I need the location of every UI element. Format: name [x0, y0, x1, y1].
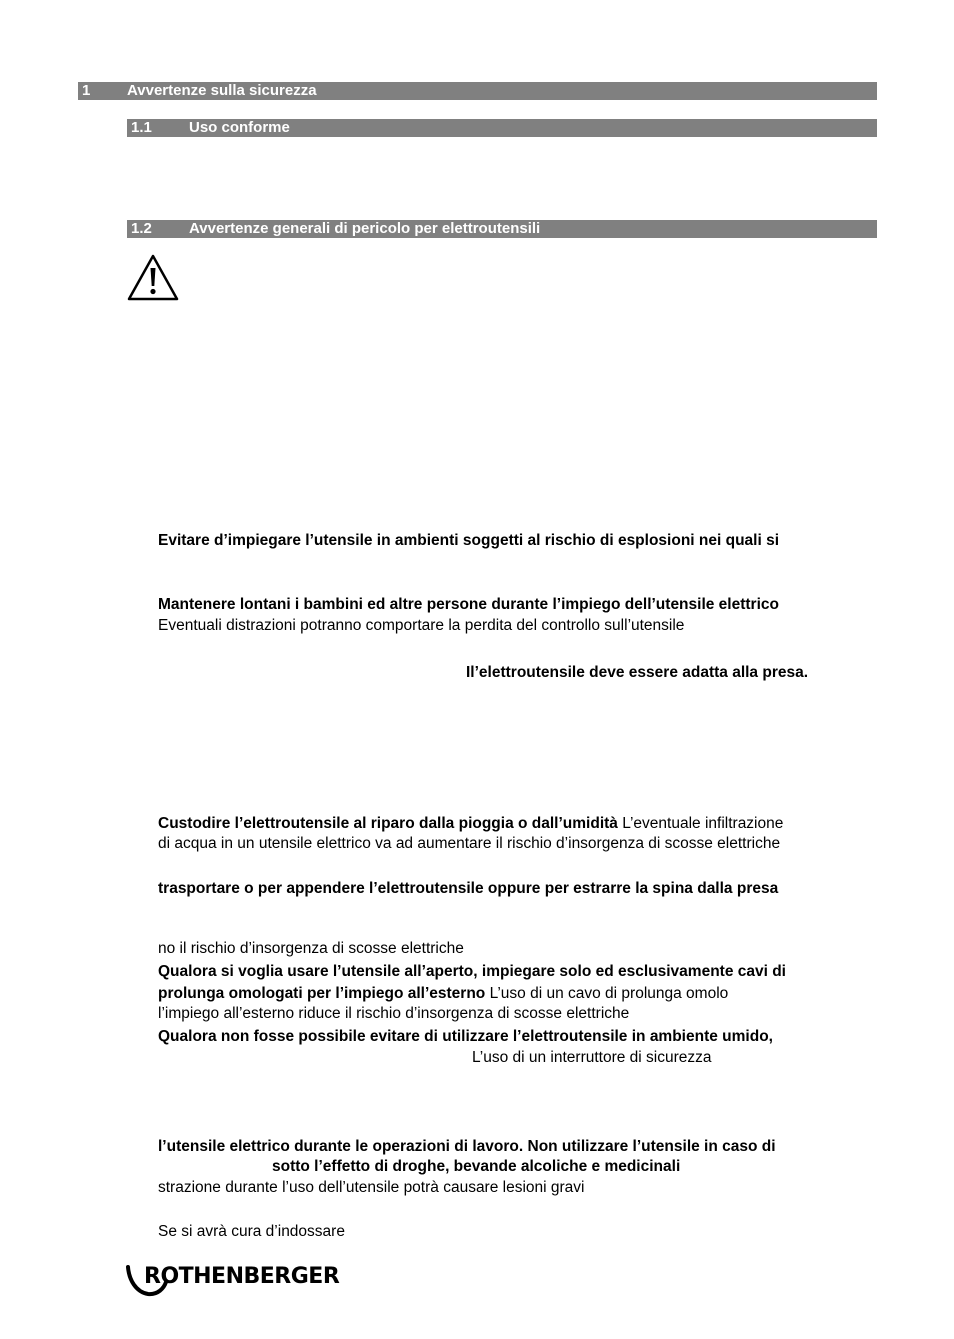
section-title: Avvertenze sulla sicurezza: [127, 82, 317, 99]
text-bold: Custodire l’elettroutensile al riparo dalla pioggia o dall’umidità: [158, 815, 618, 832]
text-line: Qualora non fosse possibile evitare di utilizzare l’elettroutensile in ambiente umido,: [158, 1028, 773, 1045]
text-line: trasportare o per appendere l’elettroutensile oppure per estrarre la spina dalla presa: [158, 880, 779, 897]
warning-triangle-icon: [126, 252, 180, 302]
text-line: strazione durante l’uso dell’utensile potrà causare lesioni gravi: [158, 1179, 585, 1196]
text-regular: L’eventuale infiltrazione: [617, 815, 784, 832]
section-heading-1-2: [127, 220, 877, 238]
section-heading-1-1: [127, 119, 877, 137]
text-line: [158, 984, 728, 1004]
text-line: l’impiego all’esterno riduce il rischio d’insorgenza di scosse elettriche: [158, 1005, 630, 1022]
text-line: [158, 814, 783, 834]
text-bold: prolunga omologati per l’impiego all’esterno: [158, 985, 486, 1002]
text-line: sotto l’effetto di droghe, bevande alcoliche e medicinali: [272, 1158, 681, 1175]
section-title: Uso conforme: [189, 119, 290, 136]
section-number: 1.2: [131, 220, 152, 237]
text-line: L’uso di un interruttore di sicurezza: [472, 1049, 712, 1066]
text-regular: L’uso di un cavo di prolunga omolo: [485, 985, 729, 1002]
brand-name: ROTHENBERGER: [144, 1264, 340, 1289]
brand-logo: [126, 1262, 366, 1300]
text-line: Eventuali distrazioni potranno comportare la perdita del controllo sull’utensile: [158, 617, 685, 634]
text-line: Il’elettroutensile deve essere adatta alla presa.: [466, 664, 809, 681]
text-line: Mantenere lontani i bambini ed altre persone durante l’impiego dell’utensile elettrico: [158, 596, 779, 613]
text-line: di acqua in un utensile elettrico va ad aumentare il rischio d’insorgenza di scosse elettriche: [158, 835, 781, 852]
section-heading-1: [78, 82, 877, 100]
section-number: 1: [82, 82, 91, 99]
text-line: no il rischio d’insorgenza di scosse elettriche: [158, 940, 464, 957]
text-line: Qualora si voglia usare l’utensile all’aperto, impiegare solo ed esclusivamente cavi di: [158, 963, 786, 980]
text-line: l’utensile elettrico durante le operazioni di lavoro. Non utilizzare l’utensile in caso di: [158, 1138, 776, 1155]
text-line: Evitare d’impiegare l’utensile in ambienti soggetti al rischio di esplosioni nei quali si: [158, 532, 780, 549]
section-title: Avvertenze generali di pericolo per elettroutensili: [189, 220, 541, 237]
text-line: Se si avrà cura d’indossare: [158, 1223, 345, 1240]
section-number: 1.1: [131, 119, 152, 136]
